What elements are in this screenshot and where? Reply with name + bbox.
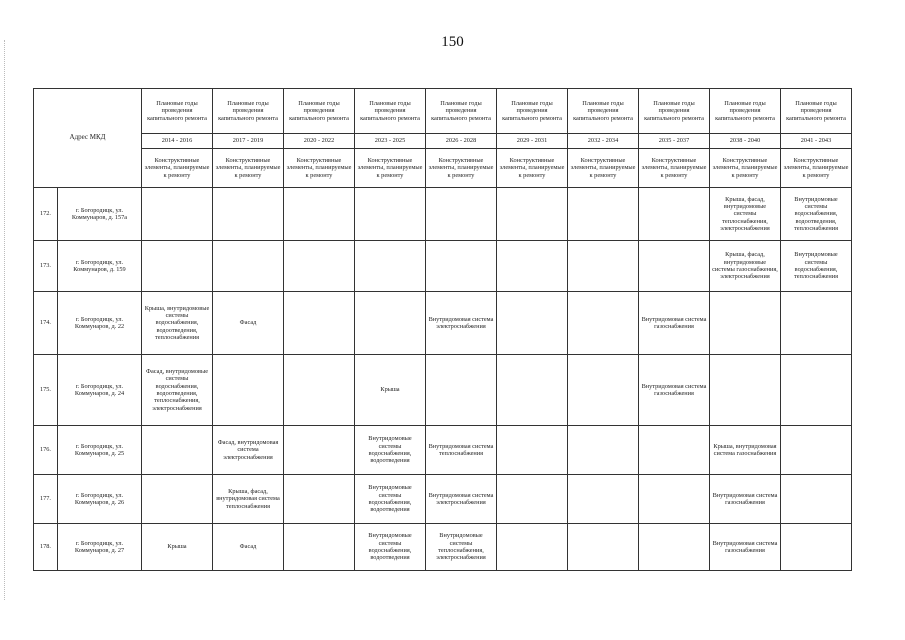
schedule-cell — [426, 241, 497, 292]
schedule-cell: Крыша — [142, 524, 213, 571]
schedule-cell: Внутридомовая система газоснабжения — [710, 475, 781, 524]
schedule-cell: Внутридомовая система электроснабжения — [426, 475, 497, 524]
schedule-cell — [426, 355, 497, 426]
row-address: г. Богородицк, ул. Коммунаров, д. 27 — [58, 524, 142, 571]
row-address: г. Богородицк, ул. Коммунаров, д. 24 — [58, 355, 142, 426]
row-number: 173. — [34, 241, 58, 292]
schedule-cell — [142, 241, 213, 292]
schedule-cell: Внутридомовая система теплоснабжения — [426, 426, 497, 475]
planned-header: Плановые годы проведения капитального ремонта — [568, 89, 639, 134]
schedule-cell: Крыша — [355, 355, 426, 426]
elements-header: Конструктивные элементы, планируемые к ремонту — [639, 149, 710, 188]
schedule-cell — [284, 188, 355, 241]
row-number: 178. — [34, 524, 58, 571]
planned-header: Плановые годы проведения капитального ремонта — [497, 89, 568, 134]
schedule-cell — [284, 524, 355, 571]
table-row — [34, 355, 852, 426]
schedule-cell — [781, 524, 852, 571]
schedule-cell: Фасад, внутридомовая система электроснабжения — [213, 426, 284, 475]
schedule-cell — [284, 355, 355, 426]
schedule-cell: Внутридомовые системы водоснабжения, теплоснабжения — [781, 241, 852, 292]
schedule-cell — [497, 292, 568, 355]
elements-header: Конструктивные элементы, планируемые к ремонту — [497, 149, 568, 188]
schedule-cell — [710, 292, 781, 355]
schedule-cell — [142, 475, 213, 524]
scan-margin-mark — [4, 40, 6, 600]
schedule-cell: Внутридомовые системы теплоснабжения, электроснабжения — [426, 524, 497, 571]
schedule-cell: Фасад — [213, 524, 284, 571]
planned-header: Плановые годы проведения капитального ремонта — [142, 89, 213, 134]
table-row — [34, 524, 852, 571]
table-row — [34, 188, 852, 241]
table-row — [34, 241, 852, 292]
planned-header: Плановые годы проведения капитального ремонта — [710, 89, 781, 134]
schedule-cell: Фасад — [213, 292, 284, 355]
schedule-cell — [497, 426, 568, 475]
schedule-cell: Внутридомовая система газоснабжения — [710, 524, 781, 571]
planned-header: Плановые годы проведения капитального ремонта — [284, 89, 355, 134]
period-header: 2023 - 2025 — [355, 134, 426, 149]
schedule-cell — [355, 188, 426, 241]
schedule-cell — [284, 292, 355, 355]
row-address: г. Богородицк, ул. Коммунаров, д. 26 — [58, 475, 142, 524]
row-address: г. Богородицк, ул. Коммунаров, д. 157а — [58, 188, 142, 241]
planned-header: Плановые годы проведения капитального ремонта — [781, 89, 852, 134]
period-header: 2035 - 2037 — [639, 134, 710, 149]
schedule-cell — [497, 241, 568, 292]
schedule-cell: Внутридомовая система газоснабжения — [639, 355, 710, 426]
schedule-cell — [355, 241, 426, 292]
address-header: Адрес МКД — [34, 89, 142, 188]
row-number: 176. — [34, 426, 58, 475]
header-row-periods — [34, 134, 852, 149]
schedule-cell — [568, 188, 639, 241]
schedule-cell — [781, 355, 852, 426]
schedule-cell: Крыша, внутридомовые системы водоснабжения, водоотведения, теплоснабжения — [142, 292, 213, 355]
period-header: 2032 - 2034 — [568, 134, 639, 149]
schedule-cell: Крыша, фасад, внутридомовые системы газоснабжения, электроснабжения — [710, 241, 781, 292]
page-number: 150 — [441, 34, 464, 50]
schedule-cell — [639, 475, 710, 524]
schedule-cell: Внутридомовые системы водоснабжения, водоотведения — [355, 426, 426, 475]
schedule-cell — [781, 292, 852, 355]
planned-header: Плановые годы проведения капитального ремонта — [213, 89, 284, 134]
schedule-cell — [355, 292, 426, 355]
schedule-cell — [781, 475, 852, 524]
schedule-cell — [639, 241, 710, 292]
planned-header: Плановые годы проведения капитального ремонта — [639, 89, 710, 134]
schedule-cell — [213, 188, 284, 241]
schedule-cell — [497, 475, 568, 524]
schedule-cell: Внутридомовые системы водоснабжения, водоотведения, теплоснабжения — [781, 188, 852, 241]
elements-header: Конструктивные элементы, планируемые к ремонту — [142, 149, 213, 188]
elements-header: Конструктивные элементы, планируемые к ремонту — [355, 149, 426, 188]
row-number: 177. — [34, 475, 58, 524]
schedule-cell — [639, 524, 710, 571]
schedule-cell — [568, 292, 639, 355]
schedule-cell: Крыша, фасад, внутридомовые системы теплоснабжения, электроснабжения — [710, 188, 781, 241]
schedule-cell — [213, 355, 284, 426]
table-row — [34, 475, 852, 524]
schedule-cell — [284, 241, 355, 292]
period-header: 2029 - 2031 — [497, 134, 568, 149]
period-header: 2014 - 2016 — [142, 134, 213, 149]
schedule-cell — [568, 426, 639, 475]
elements-header: Конструктивные элементы, планируемые к ремонту — [284, 149, 355, 188]
planned-header: Плановые годы проведения капитального ремонта — [426, 89, 497, 134]
schedule-cell — [568, 475, 639, 524]
schedule-cell — [142, 188, 213, 241]
elements-header: Конструктивные элементы, планируемые к ремонту — [213, 149, 284, 188]
schedule-cell: Внутридомовые системы водоснабжения, водоотведения — [355, 524, 426, 571]
schedule-cell: Крыша, фасад, внутридомовая система теплоснабжения — [213, 475, 284, 524]
period-header: 2026 - 2028 — [426, 134, 497, 149]
schedule-cell — [568, 355, 639, 426]
period-header: 2020 - 2022 — [284, 134, 355, 149]
period-header: 2038 - 2040 — [710, 134, 781, 149]
row-address: г. Богородицк, ул. Коммунаров, д. 159 — [58, 241, 142, 292]
planned-header: Плановые годы проведения капитального ремонта — [355, 89, 426, 134]
elements-header: Конструктивные элементы, планируемые к ремонту — [781, 149, 852, 188]
schedule-cell — [568, 524, 639, 571]
schedule-cell: Крыша, внутридомовая система газоснабжения — [710, 426, 781, 475]
schedule-cell: Внутридомовая система газоснабжения — [639, 292, 710, 355]
period-header: 2041 - 2043 — [781, 134, 852, 149]
schedule-cell — [284, 475, 355, 524]
header-row-planned — [34, 89, 852, 134]
schedule-cell — [284, 426, 355, 475]
table-row — [34, 292, 852, 355]
schedule-cell — [426, 188, 497, 241]
schedule-cell — [710, 355, 781, 426]
repair-schedule-table — [33, 88, 852, 571]
schedule-cell — [497, 524, 568, 571]
period-header: 2017 - 2019 — [213, 134, 284, 149]
elements-header: Конструктивные элементы, планируемые к ремонту — [710, 149, 781, 188]
row-number: 172. — [34, 188, 58, 241]
elements-header: Конструктивные элементы, планируемые к ремонту — [426, 149, 497, 188]
schedule-cell: Внутридомовая система электроснабжения — [426, 292, 497, 355]
schedule-cell — [639, 188, 710, 241]
table-row — [34, 426, 852, 475]
schedule-cell — [497, 355, 568, 426]
schedule-cell — [142, 426, 213, 475]
header-row-elements — [34, 149, 852, 188]
elements-header: Конструктивные элементы, планируемые к ремонту — [568, 149, 639, 188]
schedule-cell — [568, 241, 639, 292]
row-number: 174. — [34, 292, 58, 355]
schedule-cell: Внутридомовые системы водоснабжения, водоотведения — [355, 475, 426, 524]
row-number: 175. — [34, 355, 58, 426]
schedule-cell — [213, 241, 284, 292]
row-address: г. Богородицк, ул. Коммунаров, д. 25 — [58, 426, 142, 475]
schedule-cell — [639, 426, 710, 475]
row-address: г. Богородицк, ул. Коммунаров, д. 22 — [58, 292, 142, 355]
schedule-cell — [781, 426, 852, 475]
schedule-cell — [497, 188, 568, 241]
schedule-cell: Фасад, внутридомовые системы водоснабжения, водоотведения, теплоснабжения, электроснабжения — [142, 355, 213, 426]
